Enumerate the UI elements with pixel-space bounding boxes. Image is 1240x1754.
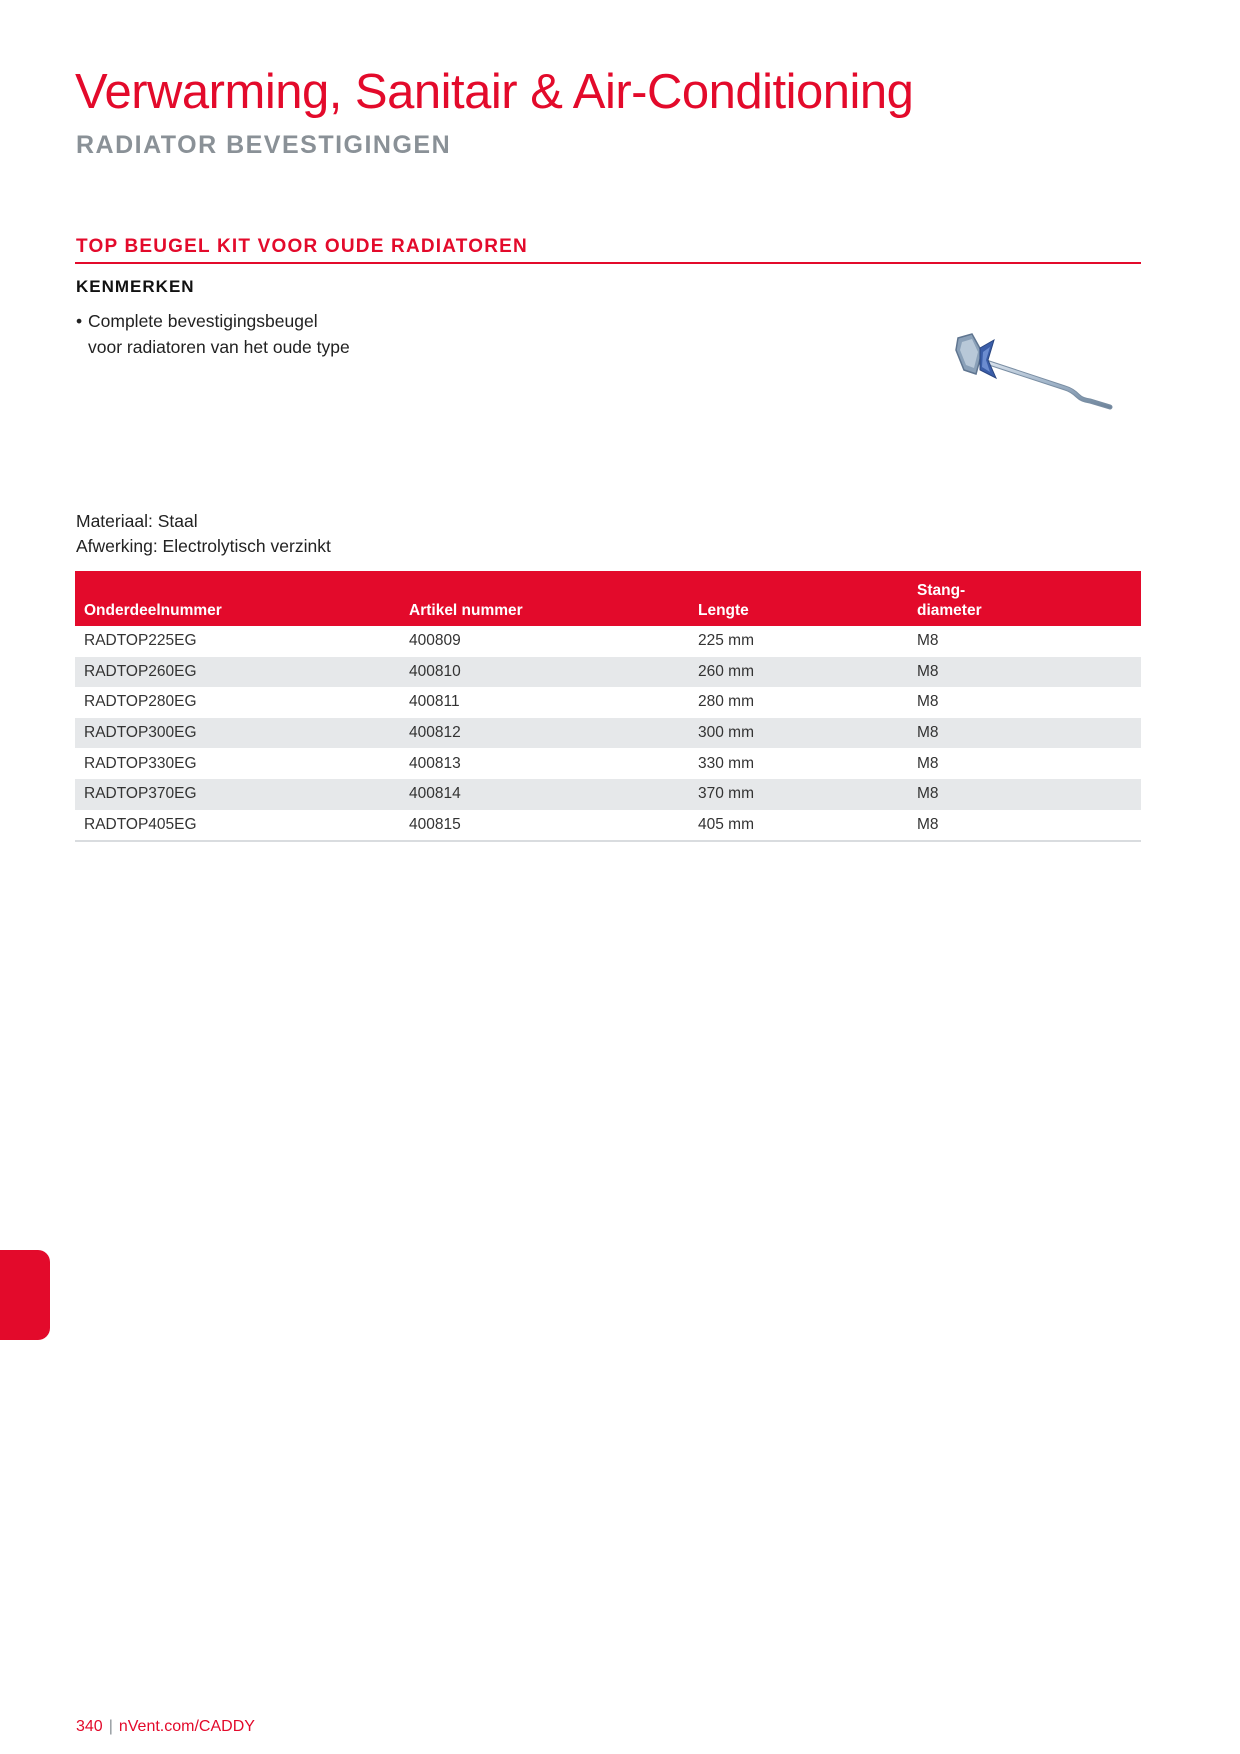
cell-article-number: 400811 [409, 693, 460, 711]
header-length: Lengte [689, 571, 908, 626]
section-divider [75, 262, 1141, 264]
feature-item [76, 308, 408, 360]
cell-rod-diameter: M8 [908, 718, 1141, 749]
cell-rod-diameter: M8 [917, 754, 939, 772]
table-row [75, 810, 1141, 842]
header-rod-diameter [908, 571, 1141, 626]
cell-part-number: RADTOP280EG [84, 693, 197, 711]
cell-length: 280 mm [698, 693, 754, 711]
cell-length: 405 mm [689, 810, 908, 842]
cell-length: 330 mm [698, 754, 754, 772]
page-footer [76, 1718, 255, 1736]
page-number: 340 [76, 1718, 103, 1735]
table-row [75, 718, 1141, 749]
cell-article-number: 400809 [409, 632, 461, 650]
features-heading: KENMERKEN [76, 277, 195, 296]
cell-length: 225 mm [698, 632, 754, 650]
footer-separator: | [108, 1718, 113, 1735]
cell-rod-diameter: M8 [908, 810, 1141, 842]
cell-rod-diameter: M8 [908, 657, 1141, 688]
cell-part-number: RADTOP370EG [75, 779, 400, 810]
table-row [75, 748, 1141, 779]
bullet-icon: • [76, 311, 83, 331]
table-row [75, 687, 1141, 718]
footer-link[interactable]: nVent.com/CADDY [118, 1718, 255, 1735]
page-subtitle: RADIATOR BEVESTIGINGEN [76, 131, 452, 159]
cell-rod-diameter: M8 [917, 632, 939, 650]
cell-article-number: 400813 [409, 754, 461, 772]
cell-rod-diameter: M8 [908, 779, 1141, 810]
cell-part-number: RADTOP260EG [75, 657, 400, 688]
cell-length: 260 mm [689, 657, 908, 688]
table-row [75, 657, 1141, 688]
page-title: Verwarming, Sanitair & Air-Conditioning [75, 65, 914, 119]
header-rod-diameter-line2: diameter [917, 602, 982, 619]
table-row [75, 779, 1141, 810]
features-list [76, 308, 408, 360]
section-title: TOP BEUGEL KIT VOOR OUDE RADIATOREN [76, 236, 528, 257]
cell-article-number: 400812 [400, 718, 689, 749]
table-row [75, 626, 1141, 657]
cell-article-number: 400810 [400, 657, 689, 688]
material-spec: Materiaal: Staal [76, 511, 198, 531]
header-part-number: Onderdeelnummer [75, 571, 400, 626]
product-image [950, 330, 1130, 420]
table-header-row [75, 571, 1141, 626]
feature-line: Complete bevestigingsbeugel [88, 311, 318, 331]
cell-length: 370 mm [689, 779, 908, 810]
cell-rod-diameter: M8 [917, 693, 939, 711]
finish-spec: Afwerking: Electrolytisch verzinkt [76, 536, 331, 556]
cell-article-number: 400814 [400, 779, 689, 810]
feature-line: voor radiatoren van het oude type [88, 337, 350, 357]
parts-table [75, 571, 1141, 842]
cell-part-number: RADTOP330EG [84, 754, 197, 772]
section-side-tab [0, 1250, 50, 1340]
cell-part-number: RADTOP300EG [75, 718, 400, 749]
cell-part-number: RADTOP225EG [84, 632, 197, 650]
cell-length: 300 mm [689, 718, 908, 749]
header-rod-diameter-line1: Stang- [917, 582, 966, 599]
header-article-number: Artikel nummer [400, 571, 689, 626]
cell-part-number: RADTOP405EG [75, 810, 400, 842]
cell-article-number: 400815 [400, 810, 689, 842]
